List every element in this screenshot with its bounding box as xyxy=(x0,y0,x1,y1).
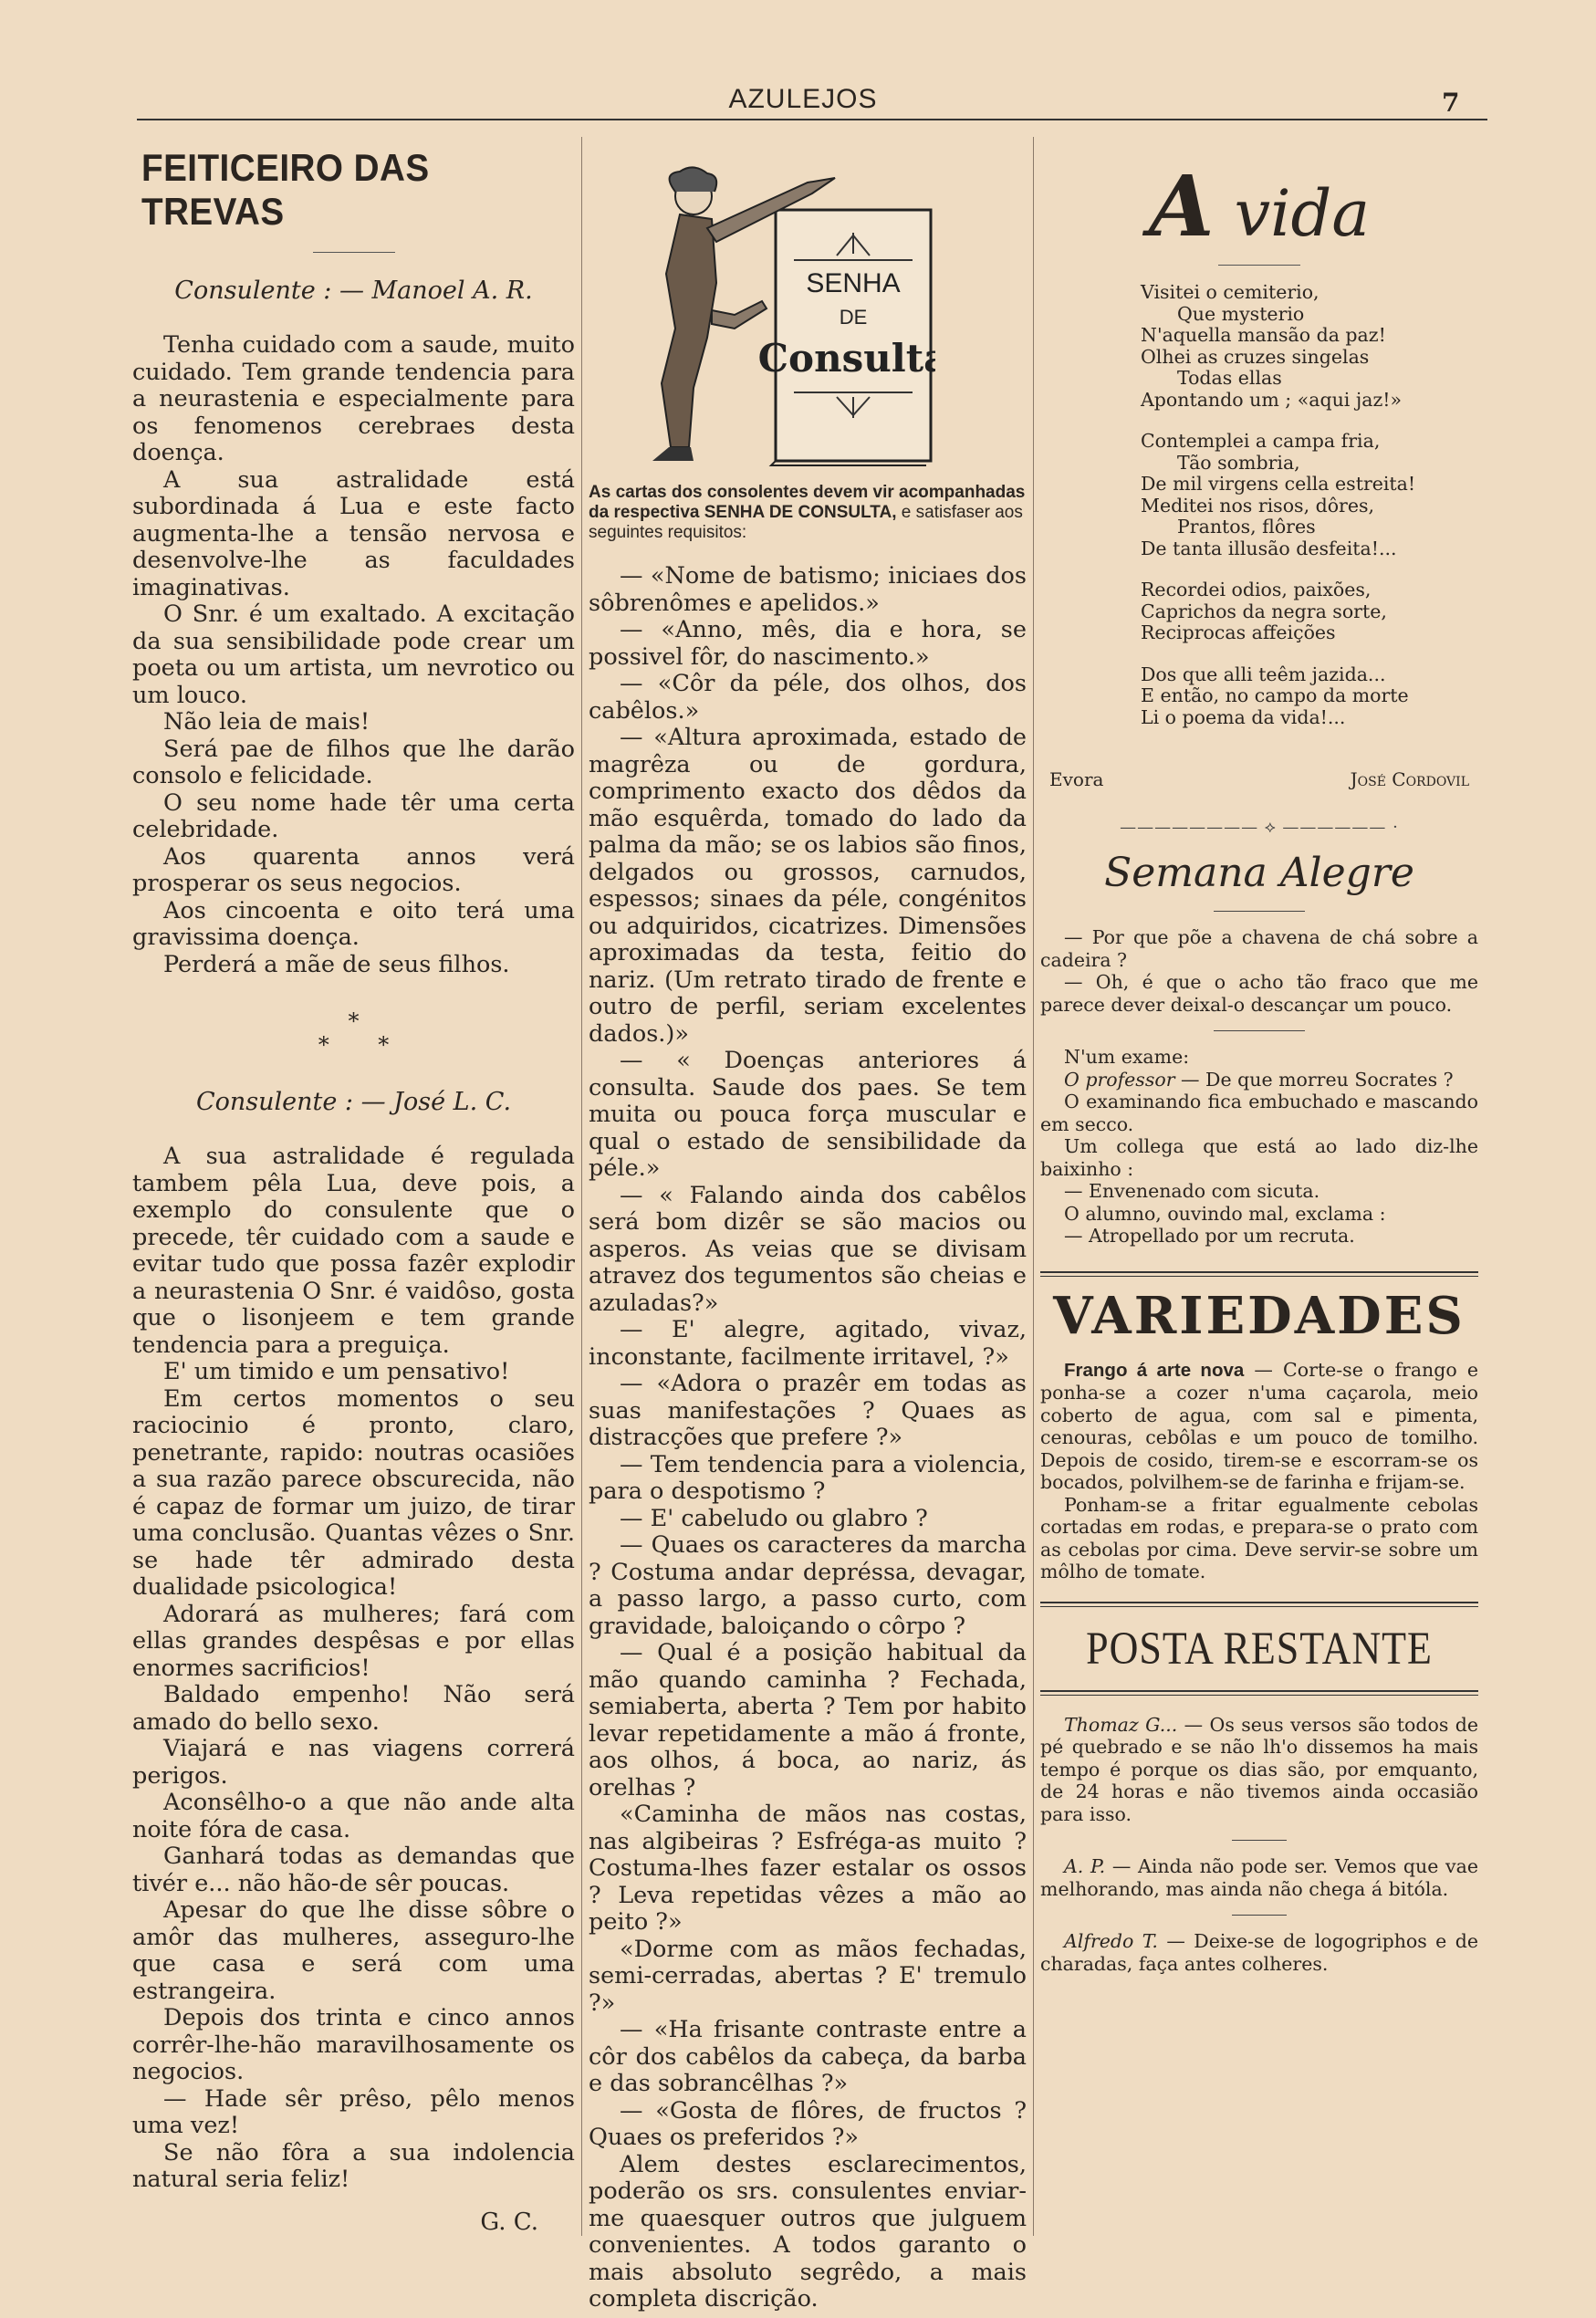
jester-illustration xyxy=(625,155,935,470)
emblem-line1: SENHA xyxy=(806,268,901,298)
paragraph: Baldado empenho! Não será amado do bello sexo. xyxy=(132,1681,575,1736)
poem-line: Tão sombria, xyxy=(1177,451,1300,474)
poem-line: Visitei o cemiterio, xyxy=(1141,281,1320,303)
paragraph: — « Doenças anteriores á consulta. Saude dos paes. Se tem muita ou pouca força muscular e qual o estado de sensibilidade da péle.» xyxy=(589,1047,1027,1182)
posta-restante-title: POSTA RESTANTE xyxy=(1086,1622,1433,1675)
paragraph: — Hade sêr prêso, pêlo menos uma vez! xyxy=(132,2084,575,2139)
paragraph: «Caminha de mãos nas costas, nas algibeiras ? Esfréga-as muito ? Costuma-lhes fazer estalar os ossos ? Leva repetidas vêzes a mão ao peito ?» xyxy=(589,1801,1027,1936)
a-vida-rest: vida xyxy=(1214,176,1371,251)
paragraph: — «Gosta de flôres, de fructos ? Quaes os preferidos ?» xyxy=(589,2096,1027,2151)
variedades-top-rule xyxy=(1040,1271,1478,1277)
frango-recipe xyxy=(1040,1359,1478,1583)
semana-alegre-title: Semana Alegre xyxy=(1104,850,1414,896)
poem-line: Apontando um ; «aqui jaz!» xyxy=(1141,388,1403,411)
frango-title: Frango á arte nova xyxy=(1064,1359,1245,1381)
paragraph: — E' cabeludo ou glabro ? xyxy=(620,1504,928,1532)
posta-text: — Os seus versos são todos de pé quebrado e se não lh'o dissemos ha mais tempo é porque os dias são, por emquanto, de 24 horas e não tivemos ainda occasião para isso. xyxy=(1040,1713,1478,1825)
paragraph: — « Falando ainda dos cabêlos será bom dizêr se são macios ou asperos. As veias que se divisam atravez dos tegumentos são cheias e azuladas?» xyxy=(589,1181,1027,1317)
a-vida-cap: A xyxy=(1148,157,1215,256)
paragraph: A sua astralidade está subordinada á Lua e este facto augmenta-lhe a tensão nervosa e desenvolve-lhe as faculdades imaginativas. xyxy=(132,465,575,601)
posta-text: — Deixe-se de logogriphos e de charadas, faça antes colheres. xyxy=(1040,1930,1478,1975)
posta-separator xyxy=(1232,1840,1287,1841)
joke-line: — Oh, é que o acho tão fraco que me parece dever deixal-o descançar um pouco. xyxy=(1040,971,1478,1016)
joke-line: O alumno, ouvindo mal, exclama : xyxy=(1064,1202,1386,1225)
poem-line: Dos que alli teêm jazida... xyxy=(1141,663,1386,685)
posta-item xyxy=(1040,1714,1478,1826)
joke-2 xyxy=(1040,1046,1478,1248)
joke-rule xyxy=(1214,1030,1305,1031)
poem-line: Olhei as cruzes singelas xyxy=(1141,345,1370,368)
column-divider-right xyxy=(1033,137,1034,2236)
paragraph: Alem destes esclarecimentos, poderão os srs. consulentes enviar-me quaesquer outros que julguem convenientes. A todos garanto o mais absoluto segrêdo, a mais completa discrição. xyxy=(589,2150,1027,2313)
paragraph: — «Ha frisante contraste entre a côr dos cabêlos da cabeça, da barba e das sobrancêlhas ?» xyxy=(589,2016,1027,2097)
paragraph: Aos cincoenta e oito terá uma gravissima doença. xyxy=(132,896,575,951)
poem-line: Contemplei a campa fria, xyxy=(1141,430,1381,452)
paragraph: O Snr. é um exaltado. A excitação da sua sensibilidade pode crear um poeta ou um artista, um nevrotico ou um louco. xyxy=(132,600,575,709)
header-rule xyxy=(137,119,1487,120)
poem-line: Li o poema da vida!... xyxy=(1141,705,1346,728)
senha-intro-rest: e satisfaser aos seguintes requisitos: xyxy=(589,503,1023,542)
joke2-question: — De que morreu Socrates ? xyxy=(1174,1068,1454,1091)
poem-line: Meditei nos risos, dôres, xyxy=(1141,494,1375,517)
paragraph: — E' alegre, agitado, vivaz, inconstante, facilmente irritavel, ?» xyxy=(589,1316,1027,1371)
a-vida-title xyxy=(1040,157,1478,256)
paragraph: Aos quarenta annos verá prosperar os seus negocios. xyxy=(132,842,575,897)
paragraph: A sua astralidade é regulada tambem pêla Lua, deve pois, a exemplo do consulente que o precede, têr cuidado com a saude e evitar tudo que possa fazêr explodir a neurastenia O Snr. é vaidôso, gosta que o lisonjeem e tem grande tendencia para a preguiça. xyxy=(132,1143,575,1359)
asterism-bottom: * * xyxy=(318,1032,390,1058)
feiticeiro-title: FEITICEIRO DAS TREVAS xyxy=(141,146,430,233)
poem-line: Que mysterio xyxy=(1177,302,1305,325)
paragraph: E' um timido e um pensativo! xyxy=(163,1358,510,1385)
paragraph: Ganhará todas as demandas que tivér e... não hão-de sêr poucas. xyxy=(132,1843,575,1897)
paragraph: — «Altura aproximada, estado de magrêza ou de gordura, comprimento exacto dos dêdos da mão esquêrda, tomado do lado da palma da mão; se os labios são finos, delgados ou grossos, carnudos, espessos; sinaes da péle, congénitos ou adquiridos, cicatrizes. Dimensões aproximadas da testa, feitio do nariz. (Um retrato tirado de frente e outro de perfil, seriam excelentes dados.)» xyxy=(589,724,1027,1048)
paragraph: Apesar do que lhe disse sôbre o amôr das mulheres, asseguro-lhe que casa e será com uma estrangeira. xyxy=(132,1896,575,2005)
paragraph: Não leia de mais! xyxy=(163,708,370,736)
poem-author: José Cordovil xyxy=(1350,768,1469,790)
paragraph: Viajará e nas viagens correrá perigos. xyxy=(132,1735,575,1790)
paragraph: — «Adora o prazêr em todas as suas manifestações ? Quaes as distracções que prefere ?» xyxy=(589,1370,1027,1451)
paragraph: — Tem tendencia para a violencia, para o despotismo ? xyxy=(589,1450,1027,1505)
magazine-title: AZULEJOS xyxy=(728,84,878,114)
paragraph: «Dorme com as mãos fechadas, semi-cerradas, abertas ? E' tremulo ?» xyxy=(589,1935,1027,2017)
poem-line: Todas ellas xyxy=(1177,367,1282,389)
joke2-intro: N'um exame: xyxy=(1064,1046,1190,1068)
joke-line: — Atropellado por um recruta. xyxy=(1064,1225,1355,1247)
posta-text: — Ainda não pode ser. Vemos que vae melhorando, mas ainda não chega á bitóla. xyxy=(1040,1855,1478,1900)
paragraph: — Quaes os caracteres da marcha ? Costuma andar depréssa, devagar, a passo largo, a passo curto, com gravidade, baloiçando o côrpo ? xyxy=(589,1531,1027,1640)
joke-line: — Envenenado com sicuta. xyxy=(1064,1180,1320,1202)
page-number: 7 xyxy=(1442,88,1460,118)
senha-emblem xyxy=(625,155,935,470)
posta-bottom-rule xyxy=(1040,1690,1478,1696)
joke-line: Um collega que está ao lado diz-lhe baixinho : xyxy=(1040,1135,1478,1180)
consulente-heading-1: Consulente : — Manoel A. R. xyxy=(174,277,533,305)
poem-line: Reciprocas affeições xyxy=(1141,621,1336,643)
joke-1 xyxy=(1040,926,1478,1016)
emblem-line3: Consulta xyxy=(757,336,935,381)
posta-item xyxy=(1040,1930,1478,1975)
a-vida-poem xyxy=(1141,282,1478,728)
poem-line: E então, no campo da morte xyxy=(1141,684,1409,706)
poem-stanza xyxy=(1141,282,1478,411)
signature-gc: G. C. xyxy=(480,2208,538,2236)
right-column xyxy=(1040,137,1478,1975)
paragraph: O seu nome hade têr uma certa celebridade. xyxy=(132,788,575,843)
feiticeiro-column xyxy=(132,137,575,2236)
posta-name: Alfredo T. xyxy=(1064,1930,1158,1952)
frango-text-2: Ponham-se a fritar egualmente cebolas cortadas em rodas, e prepara-se o prato com as cebolas por cima. Deve servir-se sobre um môlho de tomate. xyxy=(1040,1493,1478,1582)
paragraph: — «Nome de batismo; iniciaes dos sôbrenômes e apelidos.» xyxy=(589,562,1027,617)
vida-rule xyxy=(1218,265,1300,266)
senha-intro-bold: As cartas dos consolentes devem vir acompanhadas da respectiva SENHA DE CONSULTA, xyxy=(589,483,1026,522)
poem-line: Caprichos da negra sorte, xyxy=(1141,600,1387,622)
variedades-title: VARIEDADES xyxy=(1053,1285,1466,1346)
poem-stanza xyxy=(1141,431,1478,559)
joke-line: — Por que põe a chavena de chá sobre a cadeira ? xyxy=(1040,926,1478,971)
paragraph: Se não fôra a sua indolencia natural seria feliz! xyxy=(132,2138,575,2193)
paragraph: — «Anno, mês, dia e hora, se possivel fôr, do nascimento.» xyxy=(589,616,1027,671)
requisitos-text xyxy=(589,563,1027,2313)
paragraph: Em certos momentos o seu raciocinio é pronto, claro, penetrante, rapido: noutras ocasiões a sua razão parece obscurecida, não é capaz de formar um juizo, de tirar uma conclusão. Quantas vêzes o Snr. se hade têr admirado desta dualidade psicologica! xyxy=(132,1384,575,1601)
title-rule xyxy=(313,252,395,253)
paragraph: Tenha cuidado com a saude, muito cuidado. Tem grande tendencia para a neurastenia e especialmente para os fenomenos cerebraes desta doença. xyxy=(132,331,575,466)
paragraph: — «Côr da péle, dos olhos, dos cabêlos.» xyxy=(589,670,1027,725)
poem-signature xyxy=(1049,768,1469,790)
asterism xyxy=(132,1009,575,1057)
paragraph: Será pae de filhos que lhe darão consolo e felicidade. xyxy=(132,735,575,789)
paragraph: Adorará as mulheres; fará com ellas grandes despêsas e por ellas enormes sacrificios! xyxy=(132,1600,575,1682)
posta-item xyxy=(1040,1855,1478,1900)
joke2-prof: O professor xyxy=(1064,1068,1175,1091)
posta-top-rule xyxy=(1040,1602,1478,1607)
poem-line: Prantos, flôres xyxy=(1177,516,1316,538)
poem-stanza xyxy=(1141,664,1478,729)
paragraph: Aconsêlho-o a que não ande alta noite fóra de casa. xyxy=(132,1789,575,1843)
poem-line: De mil virgens cella estreita! xyxy=(1141,473,1416,495)
senha-intro xyxy=(589,483,1027,543)
poem-place: Evora xyxy=(1049,768,1104,790)
paragraph: Depois dos trinta e cinco annos corrêr-lhe-hão maravilhosamente os negocios. xyxy=(132,2004,575,2085)
consulente-1-text xyxy=(132,332,575,978)
paragraph: — Qual é a posição habitual da mão quando caminha ? Fechada, semiaberta, aberta ? Tem por habito levar repetidamente a mão á fronte, aos olhos, á boca, ao nariz, ás orelhas ? xyxy=(589,1639,1027,1801)
posta-separator xyxy=(1232,1915,1287,1916)
frango-text: — Corte-se o frango e ponha-se a cozer n'uma caçarola, meio coberto de agua, com sal e pimenta, cenouras, cebôlas e um pouco de tomilho. Depois de cosido, tirem-se e escorram-se os bocados, polvilhem-se de farinha e frijam-se. xyxy=(1040,1358,1478,1493)
semana-rule xyxy=(1214,911,1305,912)
poem-stanza xyxy=(1141,580,1478,644)
emblem-line2: DE xyxy=(839,306,868,329)
posta-name: Thomaz G... xyxy=(1064,1713,1178,1736)
posta-name: A. P. xyxy=(1064,1855,1106,1877)
joke-line: O examinando fica embuchado e mascando em secco. xyxy=(1040,1091,1478,1135)
asterism-top: * xyxy=(348,1008,360,1034)
ornamental-rule: ———————— ⟡ —————— · xyxy=(1120,818,1399,837)
poem-line: N'aquella mansão da paz! xyxy=(1141,324,1386,346)
poem-line: Recordei odios, paixões, xyxy=(1141,579,1372,600)
posta-list xyxy=(1040,1714,1478,1976)
paragraph: Perderá a mãe de seus filhos. xyxy=(163,950,510,978)
column-divider-left xyxy=(581,137,582,2236)
consulente-heading-2: Consulente : — José L. C. xyxy=(195,1088,512,1116)
poem-line: De tanta illusão desfeita!... xyxy=(1141,537,1397,559)
senha-column xyxy=(589,137,1027,2313)
consulente-2-text xyxy=(132,1143,575,2194)
